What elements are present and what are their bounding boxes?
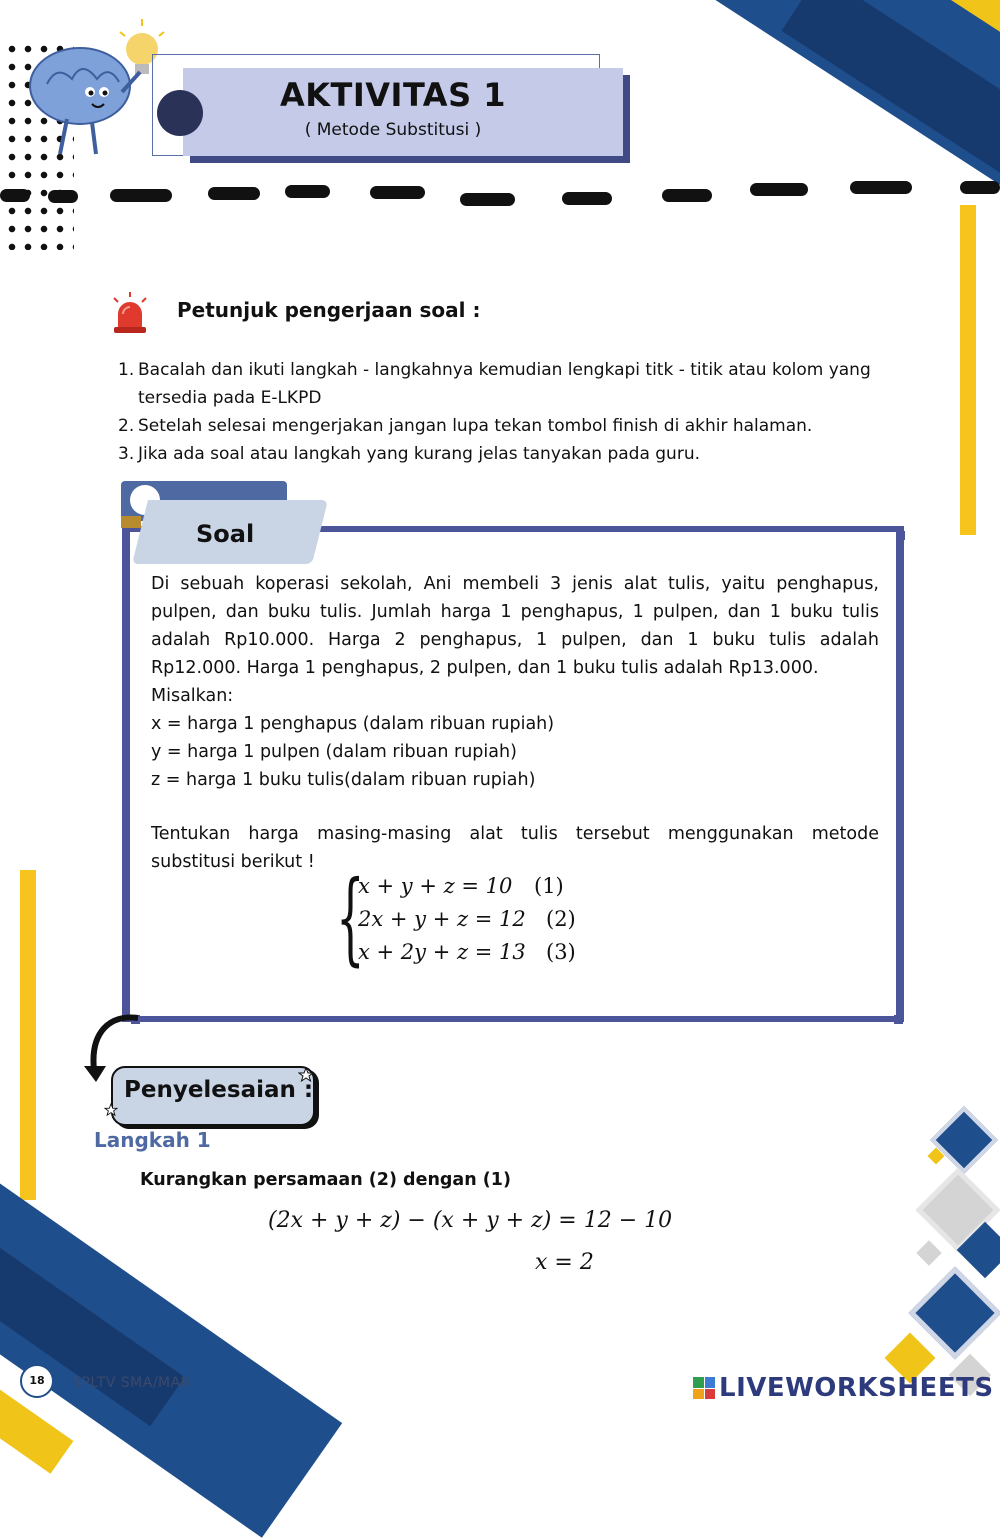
liveworksheets-logo — [693, 1373, 994, 1403]
soal-question: Tentukan harga masing-masing alat tulis tersebut menggunakan metode substitusi berikut ! — [151, 824, 879, 872]
list-item: 1. Bacalah dan ikuti langkah - langkahnya kemudian lengkapi titk - titik atau kolom yang tersedia pada E-LKPD — [118, 360, 871, 408]
step-title: Langkah 1 — [94, 1128, 211, 1152]
instructions-list — [118, 356, 918, 468]
brand-text: LIVEWORKSHEETS — [719, 1373, 994, 1403]
misalkan-label: Misalkan: — [151, 686, 234, 706]
solution-label: Penyelesaian : — [124, 1077, 314, 1103]
yellow-bar-right — [960, 205, 976, 535]
step-result: x = 2 — [535, 1250, 594, 1275]
corner-square — [894, 1015, 903, 1024]
list-item: 3. Jika ada soal atau langkah yang kurang jelas tanyakan pada guru. — [118, 444, 700, 464]
variable-definition: z = harga 1 buku tulis(dalam ribuan rupiah) — [151, 770, 536, 790]
alarm-bell-icon — [108, 290, 152, 336]
equation-row: x + y + z = 10 (1) — [358, 874, 564, 898]
step-description: Kurangkan persamaan (2) dengan (1) — [140, 1170, 511, 1190]
page-subtitle: ( Metode Substitusi ) — [304, 120, 482, 140]
title-circle-decoration — [157, 90, 203, 136]
instructions-title: Petunjuk pengerjaan soal : — [177, 298, 481, 322]
yellow-bar-left — [20, 870, 36, 1200]
variable-definition: y = harga 1 pulpen (dalam ribuan rupiah) — [151, 742, 517, 762]
list-item: 2. Setelah selesai mengerjakan jangan lupa tekan tombol finish di akhir halaman. — [118, 416, 813, 436]
soal-text — [151, 570, 879, 794]
equation-row: x + 2y + z = 13 (3) — [358, 940, 576, 964]
soal-paragraph: Di sebuah koperasi sekolah, Ani membeli 3 jenis alat tulis, yaitu penghapus, pulpen, dan buku tulis. Jumlah harga 1 penghapus, 1 pulpen, dan 1 buku tulis adalah Rp10.000. Harga 2 penghapus, 1 pulpen, dan 1 buku tulis adalah Rp12.000. Harga 1 penghapus, 2 pulpen, dan 1 buku tulis adalah Rp13.000. — [151, 574, 879, 678]
diamond-decoration — [930, 1106, 998, 1174]
brace-icon: { — [336, 859, 365, 976]
page-number: 18 — [20, 1364, 54, 1398]
soal-tab-accent — [121, 516, 141, 528]
footer-label: SPLTV SMA/MAN — [72, 1375, 192, 1391]
page-title: AKTIVITAS 1 — [279, 76, 507, 114]
corner-square — [896, 531, 905, 540]
brain-mascot-icon — [22, 14, 172, 164]
soal-label: Soal — [196, 520, 255, 548]
liveworksheets-icon — [693, 1377, 715, 1399]
corner-decoration-bottom-left — [0, 1182, 342, 1538]
variable-definition: x = harga 1 penghapus (dalam ribuan rupiah) — [151, 714, 555, 734]
diamond-decoration — [916, 1240, 941, 1265]
step-equation: (2x + y + z) − (x + y + z) = 12 − 10 — [268, 1208, 673, 1233]
equation-system — [336, 859, 576, 976]
star-icon — [104, 1103, 118, 1117]
equation-row: 2x + y + z = 12 (2) — [358, 907, 576, 931]
